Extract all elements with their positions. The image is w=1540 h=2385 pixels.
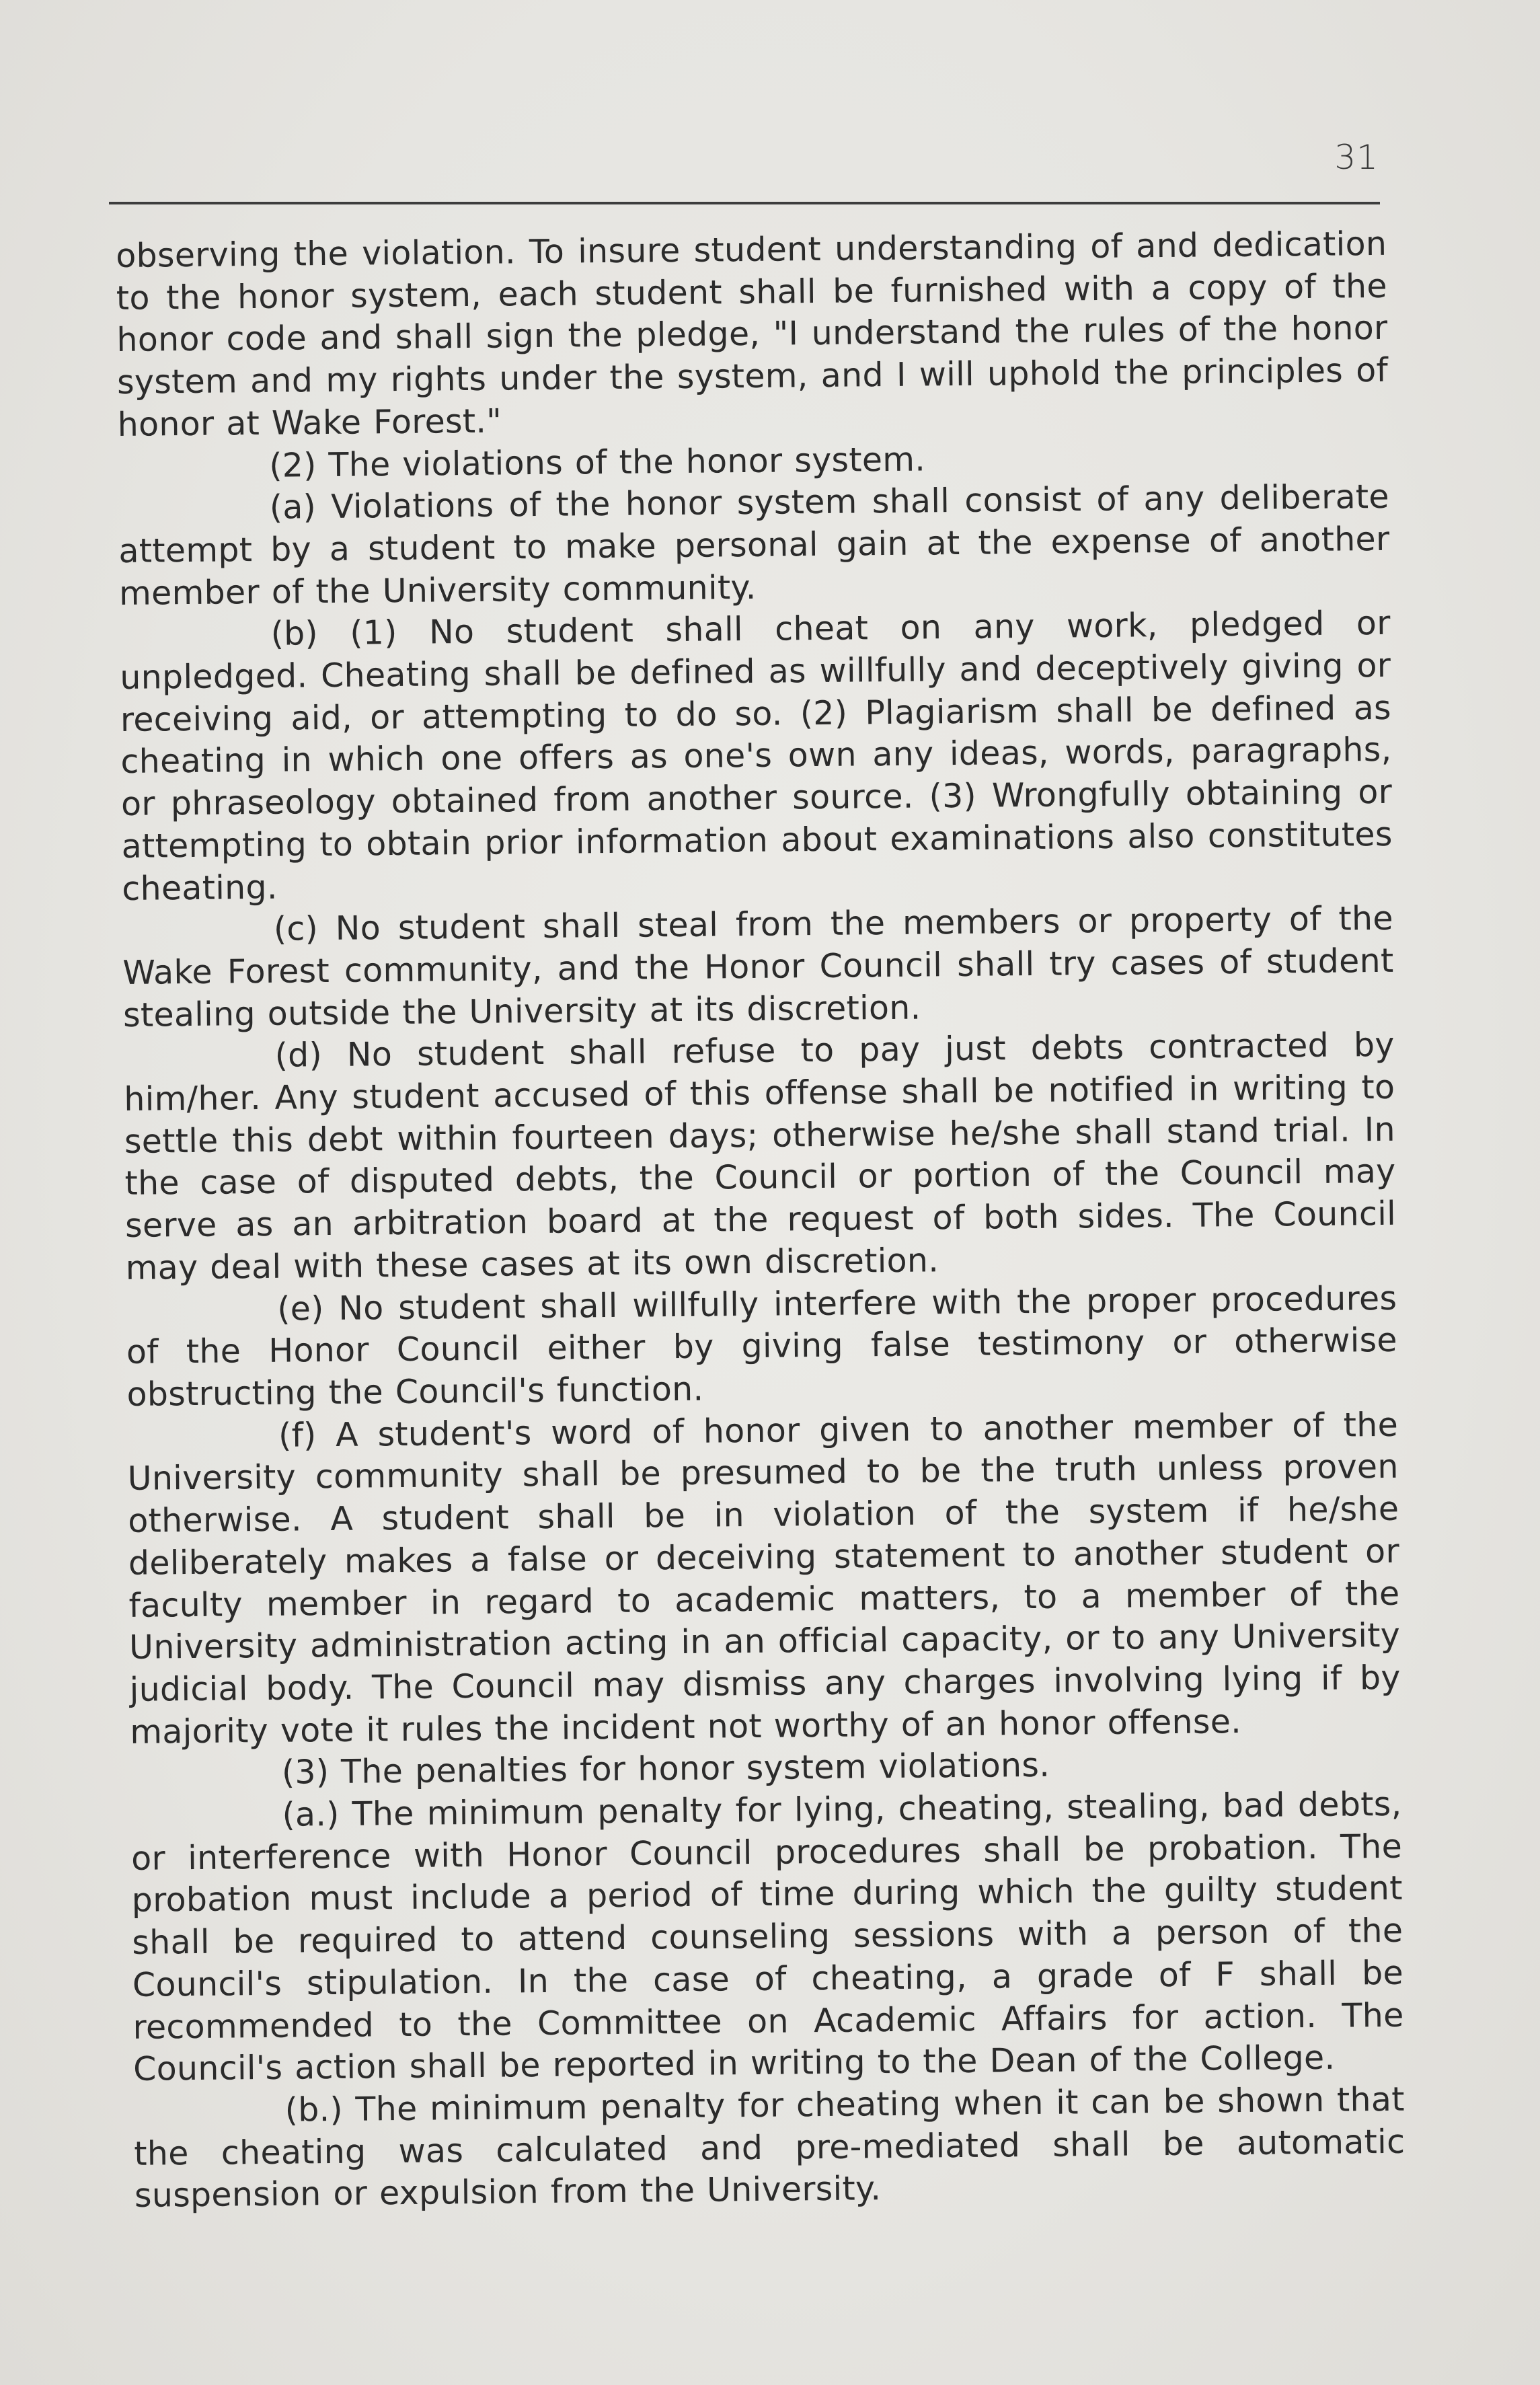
paragraph: (a) Violations of the honor system shall consist of any deliberate attempt by a student to make personal gain at the expense of another member of the University community. bbox=[118, 478, 1390, 613]
paragraph: (e) No student shall willfully interfere with the proper procedures of the Honor Council either by giving false testimony or otherwise obstructing the Council's function. bbox=[126, 1279, 1398, 1414]
paragraph: (3) The penalties for honor system violations. bbox=[281, 1746, 1050, 1792]
paragraph: (f) A student's word of honor given to another member of the University community shall be presumed to be the truth unless proven otherwise. A student shall be in violation of the system if he/she deliberately makes a false or deceiving statement to another student or faculty member in regard to academic matters, to a member of the University administration acting in an official capacity, or to any University judicial body. The Council may dismiss any charges involving lying if by majority vote it rules the incident not worthy of an honor offense. bbox=[127, 1405, 1401, 1751]
paragraph: (d) No student shall refuse to pay just debts contracted by him/her. Any student accused of this offense shall be notified in writing to settle this debt within fourteen days; otherwise he/she shall stand trial. In the case of disputed debts, the Council or portion of the Council may serve as an arbitration board at the request of both sides. The Council may deal with these cases at its own discretion. bbox=[124, 1026, 1397, 1287]
body-text bbox=[116, 223, 1406, 2218]
header-rule bbox=[109, 202, 1380, 204]
paragraph: observing the violation. To insure student understanding of and dedication to the honor system, each student shall be furnished with a copy of the honor code and shall sign the pledge, "I understand the rules of the honor system and my rights under the system, and I will uphold the principles of honor at Wake Forest." bbox=[116, 224, 1389, 444]
paragraph: (c) No student shall steal from the members or property of the Wake Forest community, and the Honor Council shall try cases of student stealing outside the University at its discretion. bbox=[122, 899, 1394, 1034]
paragraph: (2) The violations of the honor system. bbox=[269, 439, 926, 485]
page-number: 31 bbox=[1334, 138, 1379, 177]
paragraph: (a.) The minimum penalty for lying, cheating, stealing, bad debts, or interference with Honor Council procedures shall be probation. The probation must include a period of time during which the guilty student shall be required to attend counseling sessions with a person of the Council's stipulation. In the case of cheating, a grade of F shall be recommended to the Committee on Academic Affairs for action. The Council's action shall be reported in writing to the Dean of the College. bbox=[130, 1784, 1404, 2089]
paragraph: (b.) The minimum penalty for cheating when it can be shown that the cheating was calculated and pre-mediated shall be automatic suspension or expulsion from the University. bbox=[134, 2080, 1406, 2216]
paragraph: (b) (1) No student shall cheat on any work, pledged or unpledged. Cheating shall be defined as willfully and deceptively giving or receiving aid, or attempting to do so. (2) Plagiarism shall be defined as cheating in which one offers as one's own any ideas, words, paragraphs, or phraseology obtained from another source. (3) Wrongfully obtaining or attempting to obtain prior information about examinations also constitutes cheating. bbox=[120, 604, 1393, 908]
